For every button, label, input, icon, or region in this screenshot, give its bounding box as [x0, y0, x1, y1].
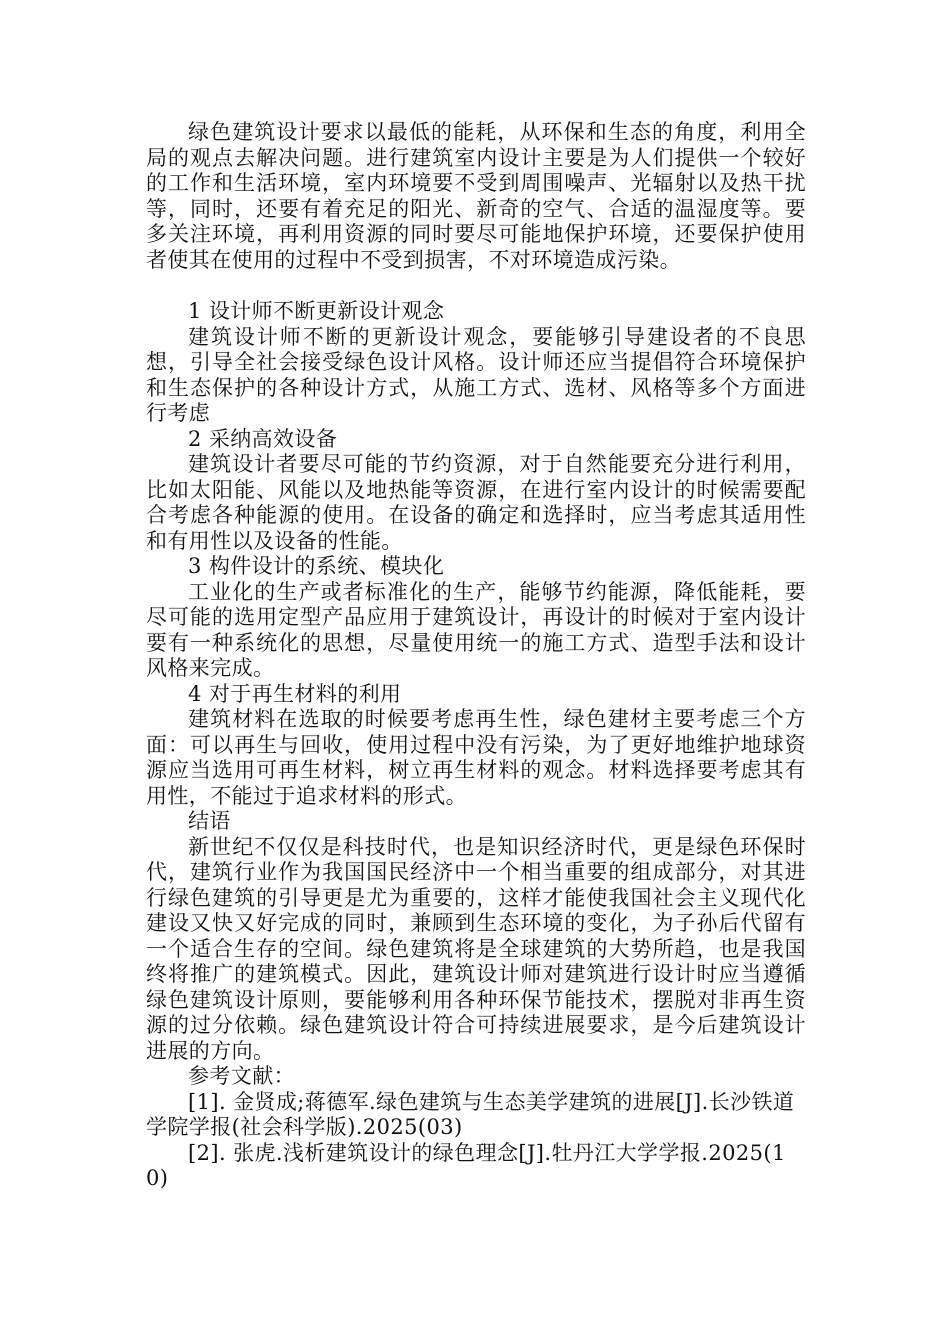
- references-heading: 参考文献：: [188, 1064, 295, 1088]
- document-body: [146, 120, 806, 1192]
- reference-item-2: [2]. 张虎.浅析建筑设计的绿色理念[J].牡丹江大学学报.2025(10): [146, 1140, 786, 1190]
- conclusion-body: 新世纪不仅仅是科技时代，也是知识经济时代，更是绿色环保时代，建筑行业作为我国国民经济中一个相当重要的组成部分，对其进行绿色建筑的引导更是尤为重要的，这样才能使我国社会主义现代化建设又快又好完成的同时，兼顾到生态环境的变化，为子孙后代留有一个适合生存的空间。绿色建筑将是全球建筑的大势所趋，也是我国终将推广的建筑模式。因此，建筑设计师对建筑进行设计时应当遵循绿色建筑设计原则，要能够利用各种环保节能技术，摆脱对非再生资源的过分依赖。绿色建筑设计符合可持续进展要求，是今后建筑设计进展的方向。: [146, 834, 806, 1063]
- section-body-4: 建筑材料在选取的时候要考虑再生性，绿色建材主要考虑三个方面：可以再生与回收，使用过程中没有污染，为了更好地维护地球资源应当选用可再生材料，树立再生材料的观念。材料选择要考虑其有用性，不能过于追求材料的形式。: [146, 707, 806, 808]
- section-body-2: 建筑设计者要尽可能的节约资源，对于自然能要充分进行利用，比如太阳能、风能以及地热能等资源，在进行室内设计的时候需要配合考虑各种能源的使用。在设备的确定和选择时，应当考虑其适用性和有用性以及设备的性能。: [146, 452, 806, 553]
- paragraph-gap: [146, 273, 806, 299]
- section-body-1: 建筑设计师不断的更新设计观念，要能够引导建设者的不良思想，引导全社会接受绿色设计风格。设计师还应当提倡符合环境保护和生态保护的各种设计方式，从施工方式、选材、风格等多个方面进行考虑: [146, 324, 806, 425]
- reference-item-1: [1]. 金贤成;蒋德军.绿色建筑与生态美学建筑的进展[J].长沙铁道学院学报(社会科学版).2025(03): [146, 1089, 795, 1139]
- section-heading-1: 1 设计师不断更新设计观念: [188, 299, 445, 323]
- section-heading-4: 4 对于再生材料的利用: [188, 681, 402, 706]
- conclusion-heading: 结语: [188, 809, 231, 833]
- section-heading-3: 3 构件设计的系统、模块化: [188, 554, 445, 578]
- section-heading-2: 2 采纳高效设备: [188, 426, 338, 451]
- section-body-3: 工业化的生产或者标准化的生产，能够节约能源，降低能耗，要尽可能的选用定型产品应用于建筑设计，再设计的时候对于室内设计要有一种系统化的思想，尽量使用统一的施工方式、造型手法和设计风格来完成。: [146, 579, 806, 680]
- intro-paragraph: 绿色建筑设计要求以最低的能耗，从环保和生态的角度，利用全局的观点去解决问题。进行建筑室内设计主要是为人们提供一个较好的工作和生活环境，室内环境要不受到周围噪声、光辐射以及热干扰等，同时，还要有着充足的阳光、新奇的空气、合适的温湿度等。要多关注环境，再利用资源的同时要尽可能地保护环境，还要保护使用者使其在使用的过程中不受到损害，不对环境造成污染。: [146, 120, 806, 272]
